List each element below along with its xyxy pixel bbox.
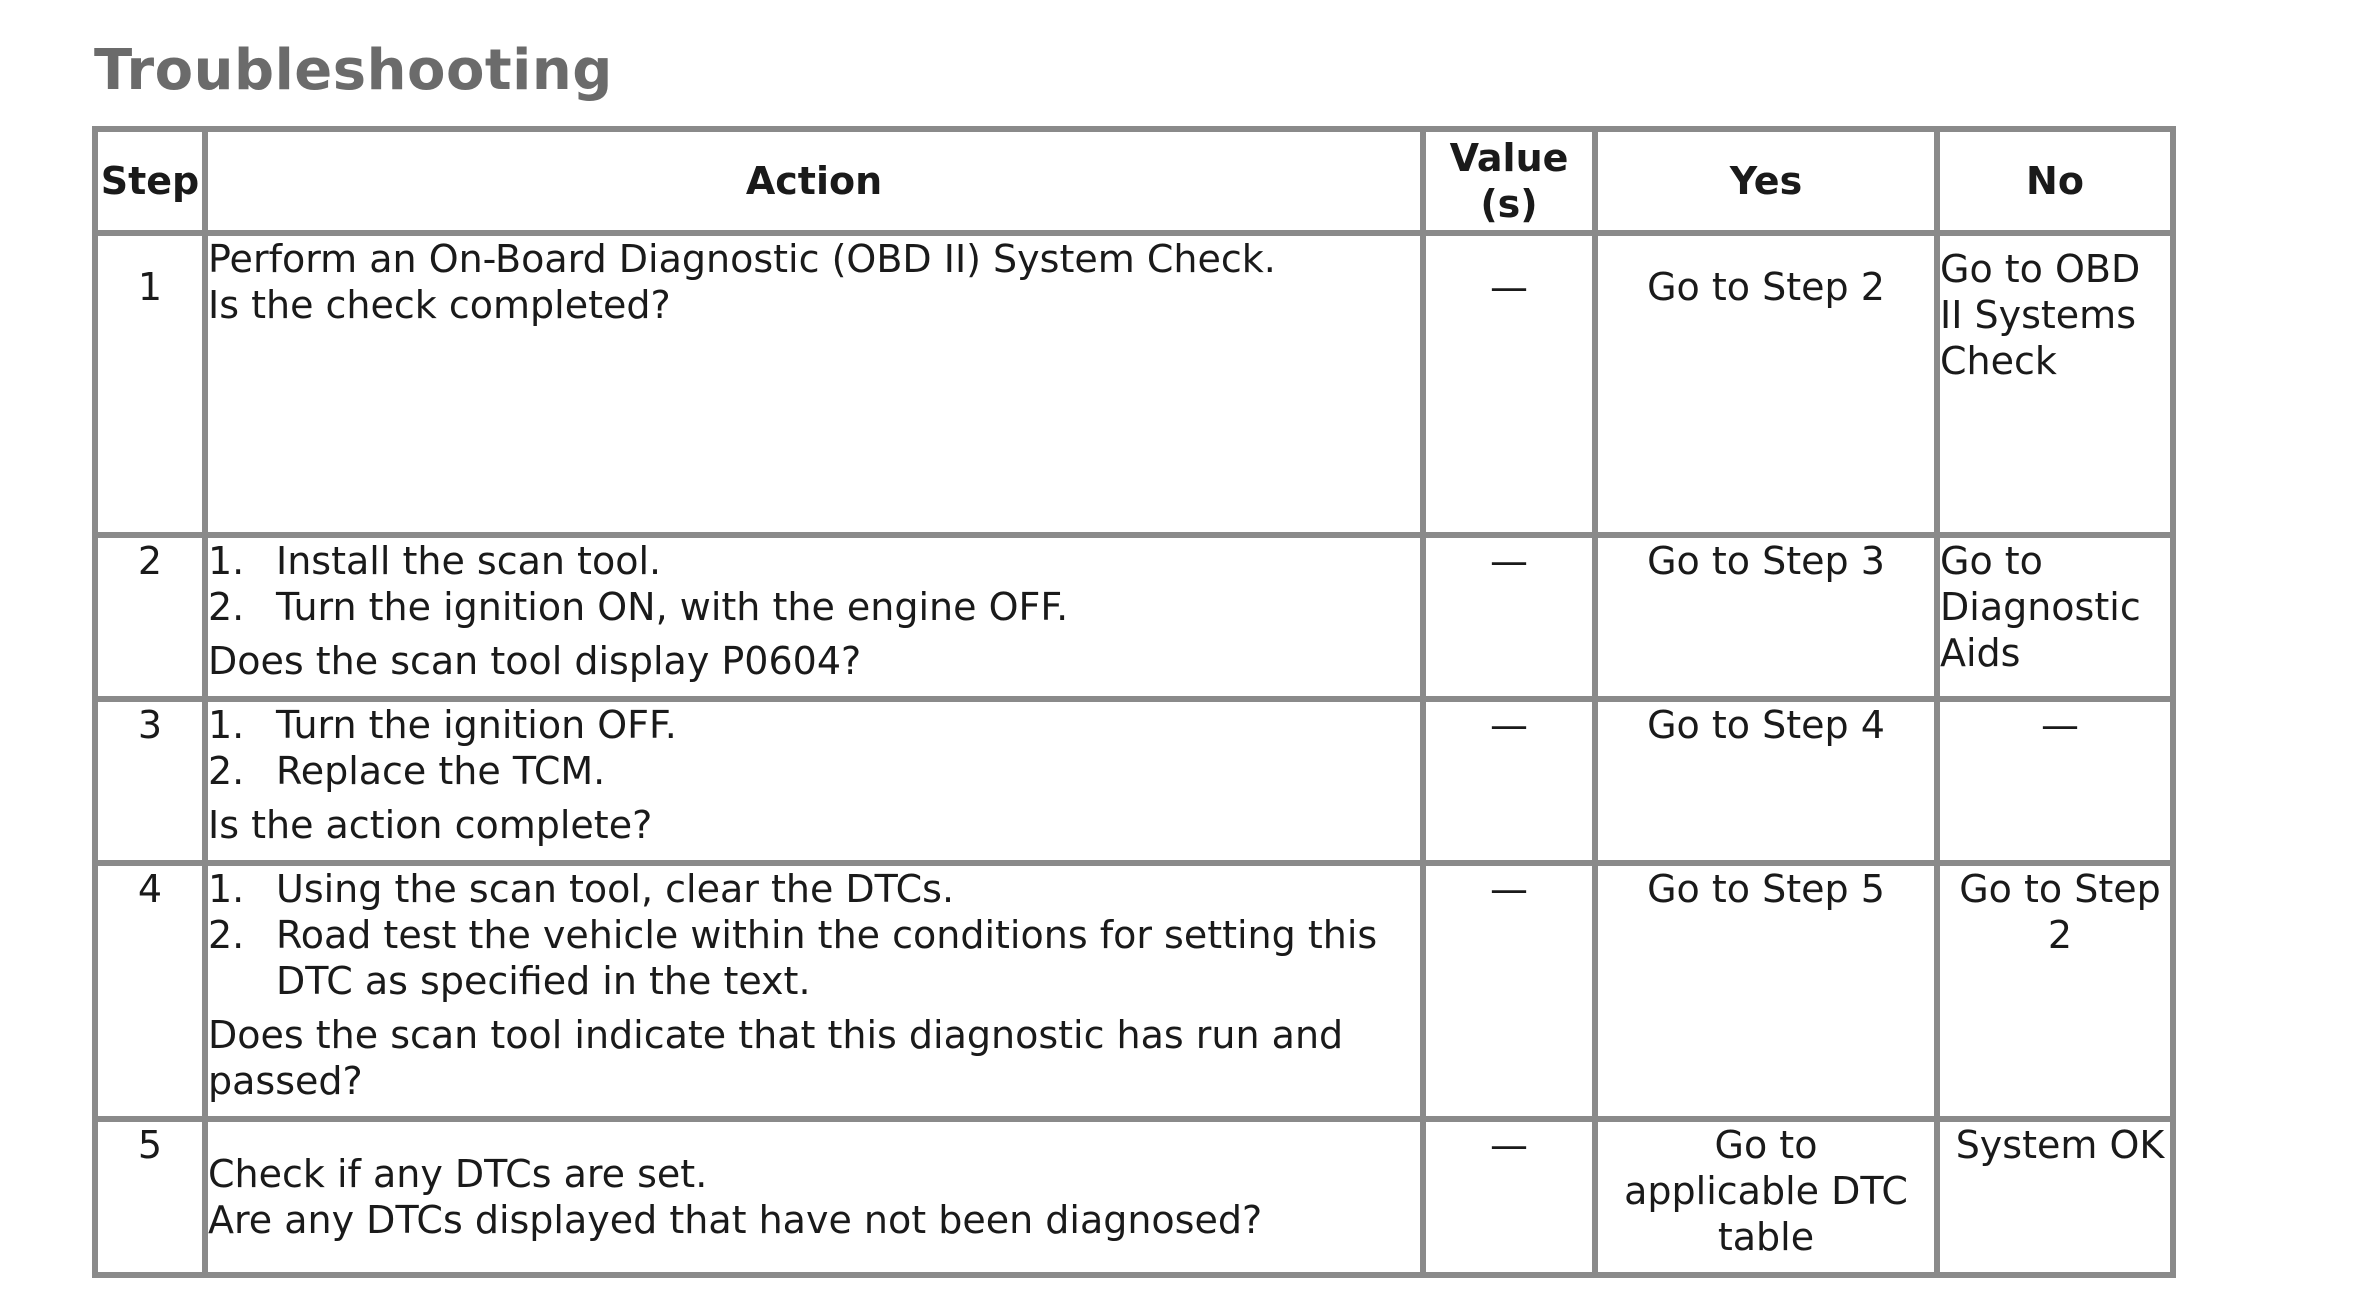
no-cell: System OK bbox=[1937, 1119, 2173, 1275]
step-number: 4 bbox=[95, 863, 205, 1119]
table-row bbox=[95, 699, 2173, 863]
value-cell: — bbox=[1423, 699, 1595, 863]
list-text: Replace the TCM. bbox=[276, 749, 606, 793]
action-question: Does the scan tool display P0604? bbox=[208, 639, 862, 683]
action-question: Are any DTCs displayed that have not been diagnosed? bbox=[208, 1198, 1263, 1242]
header-yes: Yes bbox=[1595, 129, 1937, 233]
list-number: 2. bbox=[208, 749, 245, 793]
step-number: 2 bbox=[95, 535, 205, 699]
step-number: 5 bbox=[95, 1119, 205, 1275]
header-row bbox=[95, 129, 2173, 233]
action-cell bbox=[205, 233, 1423, 535]
list-number: 1. bbox=[208, 703, 245, 747]
step-number: 1 bbox=[95, 233, 205, 535]
yes-cell: Go to applicable DTC table bbox=[1595, 1119, 1937, 1275]
action-list-item bbox=[208, 538, 1420, 584]
no-cell: Go to Diagnostic Aids bbox=[1937, 535, 2173, 699]
header-value: Value (s) bbox=[1423, 129, 1595, 233]
list-text: Turn the ignition OFF. bbox=[276, 703, 677, 747]
table-row bbox=[95, 535, 2173, 699]
troubleshooting-table bbox=[92, 126, 2176, 1278]
list-number: 1. bbox=[208, 867, 245, 911]
value-cell: — bbox=[1423, 863, 1595, 1119]
table-row bbox=[95, 233, 2173, 535]
action-list-item bbox=[208, 912, 1420, 1004]
header-step: Step bbox=[95, 129, 205, 233]
action-list-item bbox=[208, 584, 1420, 630]
no-cell: Go to Step 2 bbox=[1937, 863, 2173, 1119]
value-cell: — bbox=[1423, 233, 1595, 535]
list-number: 2. bbox=[208, 585, 245, 629]
action-list-item bbox=[208, 866, 1420, 912]
step-number: 3 bbox=[95, 699, 205, 863]
action-cell bbox=[205, 535, 1423, 699]
action-question: Is the check completed? bbox=[208, 283, 671, 327]
page-title: Troubleshooting bbox=[94, 38, 613, 103]
list-text: Install the scan tool. bbox=[276, 539, 662, 583]
action-cell bbox=[205, 863, 1423, 1119]
action-list bbox=[208, 866, 1420, 1004]
list-text: Turn the ignition ON, with the engine OFF. bbox=[276, 585, 1069, 629]
action-list-item bbox=[208, 702, 1420, 748]
list-number: 2. bbox=[208, 913, 245, 957]
action-question: Does the scan tool indicate that this diagnostic has run and passed? bbox=[208, 1013, 1344, 1103]
action-text: Perform an On-Board Diagnostic (OBD II) System Check. bbox=[208, 237, 1276, 281]
value-cell: — bbox=[1423, 535, 1595, 699]
no-cell: — bbox=[1937, 699, 2173, 863]
yes-cell: Go to Step 2 bbox=[1595, 233, 1937, 535]
header-action: Action bbox=[205, 129, 1423, 233]
list-text: Using the scan tool, clear the DTCs. bbox=[276, 867, 955, 911]
table-row bbox=[95, 1119, 2173, 1275]
list-text: Road test the vehicle within the conditions for setting this DTC as specified in the text. bbox=[276, 913, 1378, 1003]
action-cell bbox=[205, 1119, 1423, 1275]
header-no: No bbox=[1937, 129, 2173, 233]
value-cell: — bbox=[1423, 1119, 1595, 1275]
table-row bbox=[95, 863, 2173, 1119]
action-list-item bbox=[208, 748, 1420, 794]
action-question: Is the action complete? bbox=[208, 803, 653, 847]
yes-cell: Go to Step 5 bbox=[1595, 863, 1937, 1119]
list-number: 1. bbox=[208, 539, 245, 583]
action-cell bbox=[205, 699, 1423, 863]
action-list bbox=[208, 702, 1420, 794]
yes-cell: Go to Step 3 bbox=[1595, 535, 1937, 699]
yes-cell: Go to Step 4 bbox=[1595, 699, 1937, 863]
no-cell: Go to OBD II Systems Check bbox=[1937, 233, 2173, 535]
action-text: Check if any DTCs are set. bbox=[208, 1152, 708, 1196]
action-list bbox=[208, 538, 1420, 630]
